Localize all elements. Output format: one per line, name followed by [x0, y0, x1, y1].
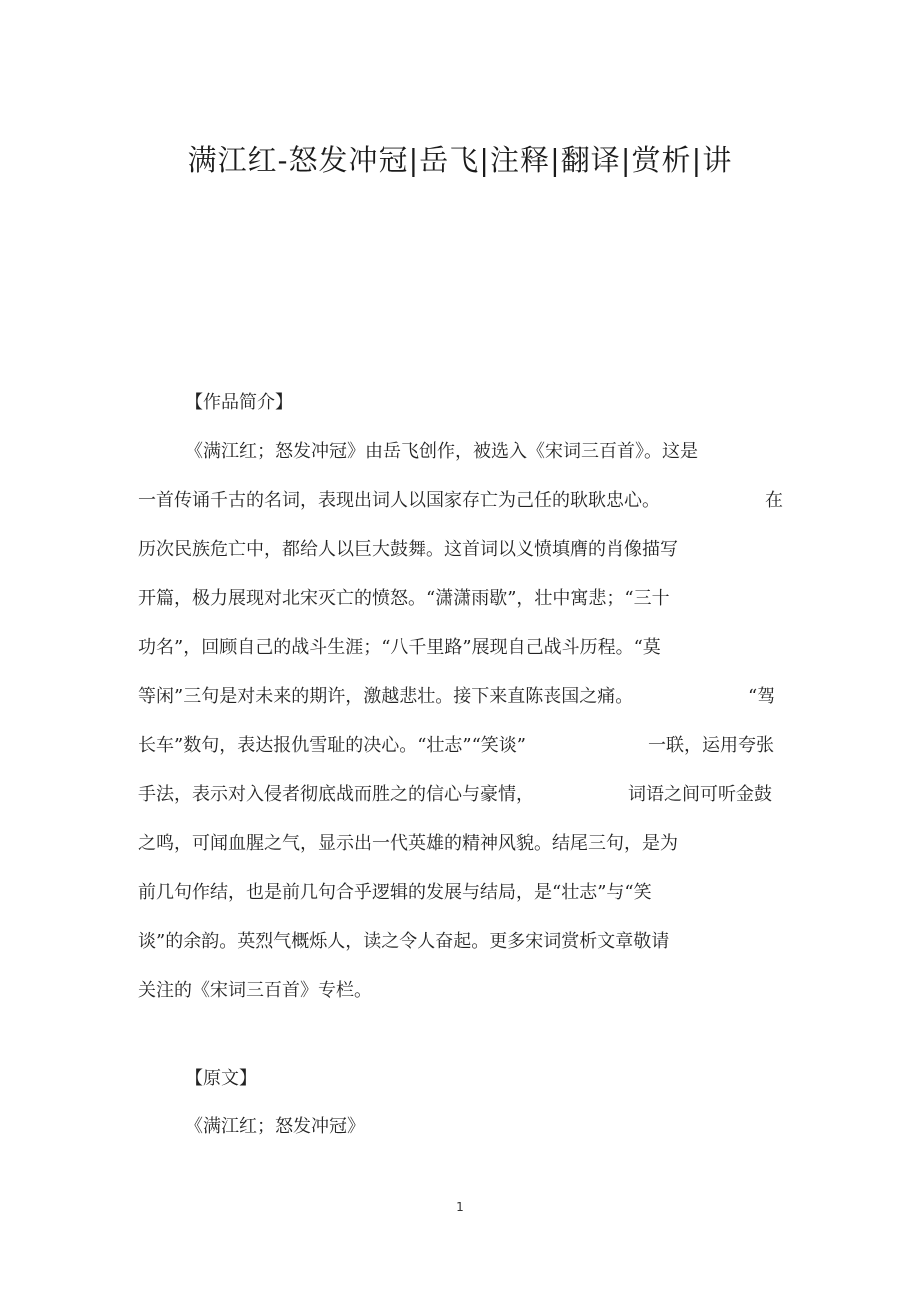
intro-line-tail: 一联，运用夸张: [648, 735, 774, 756]
intro-line: [138, 927, 669, 953]
intro-line: [138, 682, 776, 708]
intro-line-text: 《满江红；怒发冲冠》由岳飞创作，被选入《宋词三百首》。这是: [185, 441, 698, 462]
intro-line: [138, 976, 372, 1002]
poem-title: 《满江红；怒发冲冠》: [185, 1116, 365, 1137]
intro-line: [138, 731, 774, 757]
intro-line: [185, 437, 698, 463]
intro-line-text: 历次民族危亡中，都给人以巨大鼓舞。这首词以义愤填膺的肖像描写: [138, 539, 678, 560]
original-heading: 【原文】: [185, 1068, 257, 1089]
intro-heading: 【作品简介】: [185, 392, 293, 413]
page-title: 满江红-怒发冲冠|岳飞|注释|翻译|赏析|讲: [187, 143, 733, 177]
intro-line-tail: “驾: [748, 686, 776, 707]
intro-line: [138, 584, 670, 610]
intro-line-tail: 在: [765, 490, 783, 511]
intro-line: [138, 829, 678, 855]
intro-line: [138, 633, 661, 659]
intro-line: [138, 486, 783, 512]
intro-line-text: 谈”的余韵。英烈气概烁人，读之令人奋起。更多宋词赏析文章敬请: [138, 931, 670, 952]
intro-line-text: 等闲”三句是对未来的期许，激越悲壮。接下来直陈丧国之痛。: [138, 686, 634, 707]
intro-line-text: 开篇，极力展现对北宋灭亡的愤怒。“潇潇雨歇”，壮中寓悲；“三十: [138, 588, 670, 609]
intro-line: [138, 535, 678, 561]
intro-line-text: 关注的《宋词三百首》专栏。: [138, 980, 372, 1001]
intro-line-text: 长车”数句，表达报仇雪耻的决心。“壮志”“笑谈”: [138, 735, 527, 756]
intro-line-tail: 词语之间可听金鼓: [628, 784, 772, 805]
intro-line-text: 一首传诵千古的名词，表现出词人以国家存亡为己任的耿耿忠心。: [138, 490, 660, 511]
intro-line-text: 功名”，回顾自己的战斗生涯；“八千里路”展现自己战斗历程。“莫: [138, 637, 661, 658]
intro-line: [138, 878, 652, 904]
intro-line-text: 手法，表示对入侵者彻底战而胜之的信心与豪情，: [138, 784, 534, 805]
intro-line-text: 前几句作结，也是前几句合乎逻辑的发展与结局，是“壮志”与“笑: [138, 882, 652, 903]
intro-line-text: 之鸣，可闻血腥之气，显示出一代英雄的精神风貌。结尾三句，是为: [138, 833, 678, 854]
intro-line: [138, 780, 772, 806]
page-number: 1: [456, 1200, 464, 1214]
